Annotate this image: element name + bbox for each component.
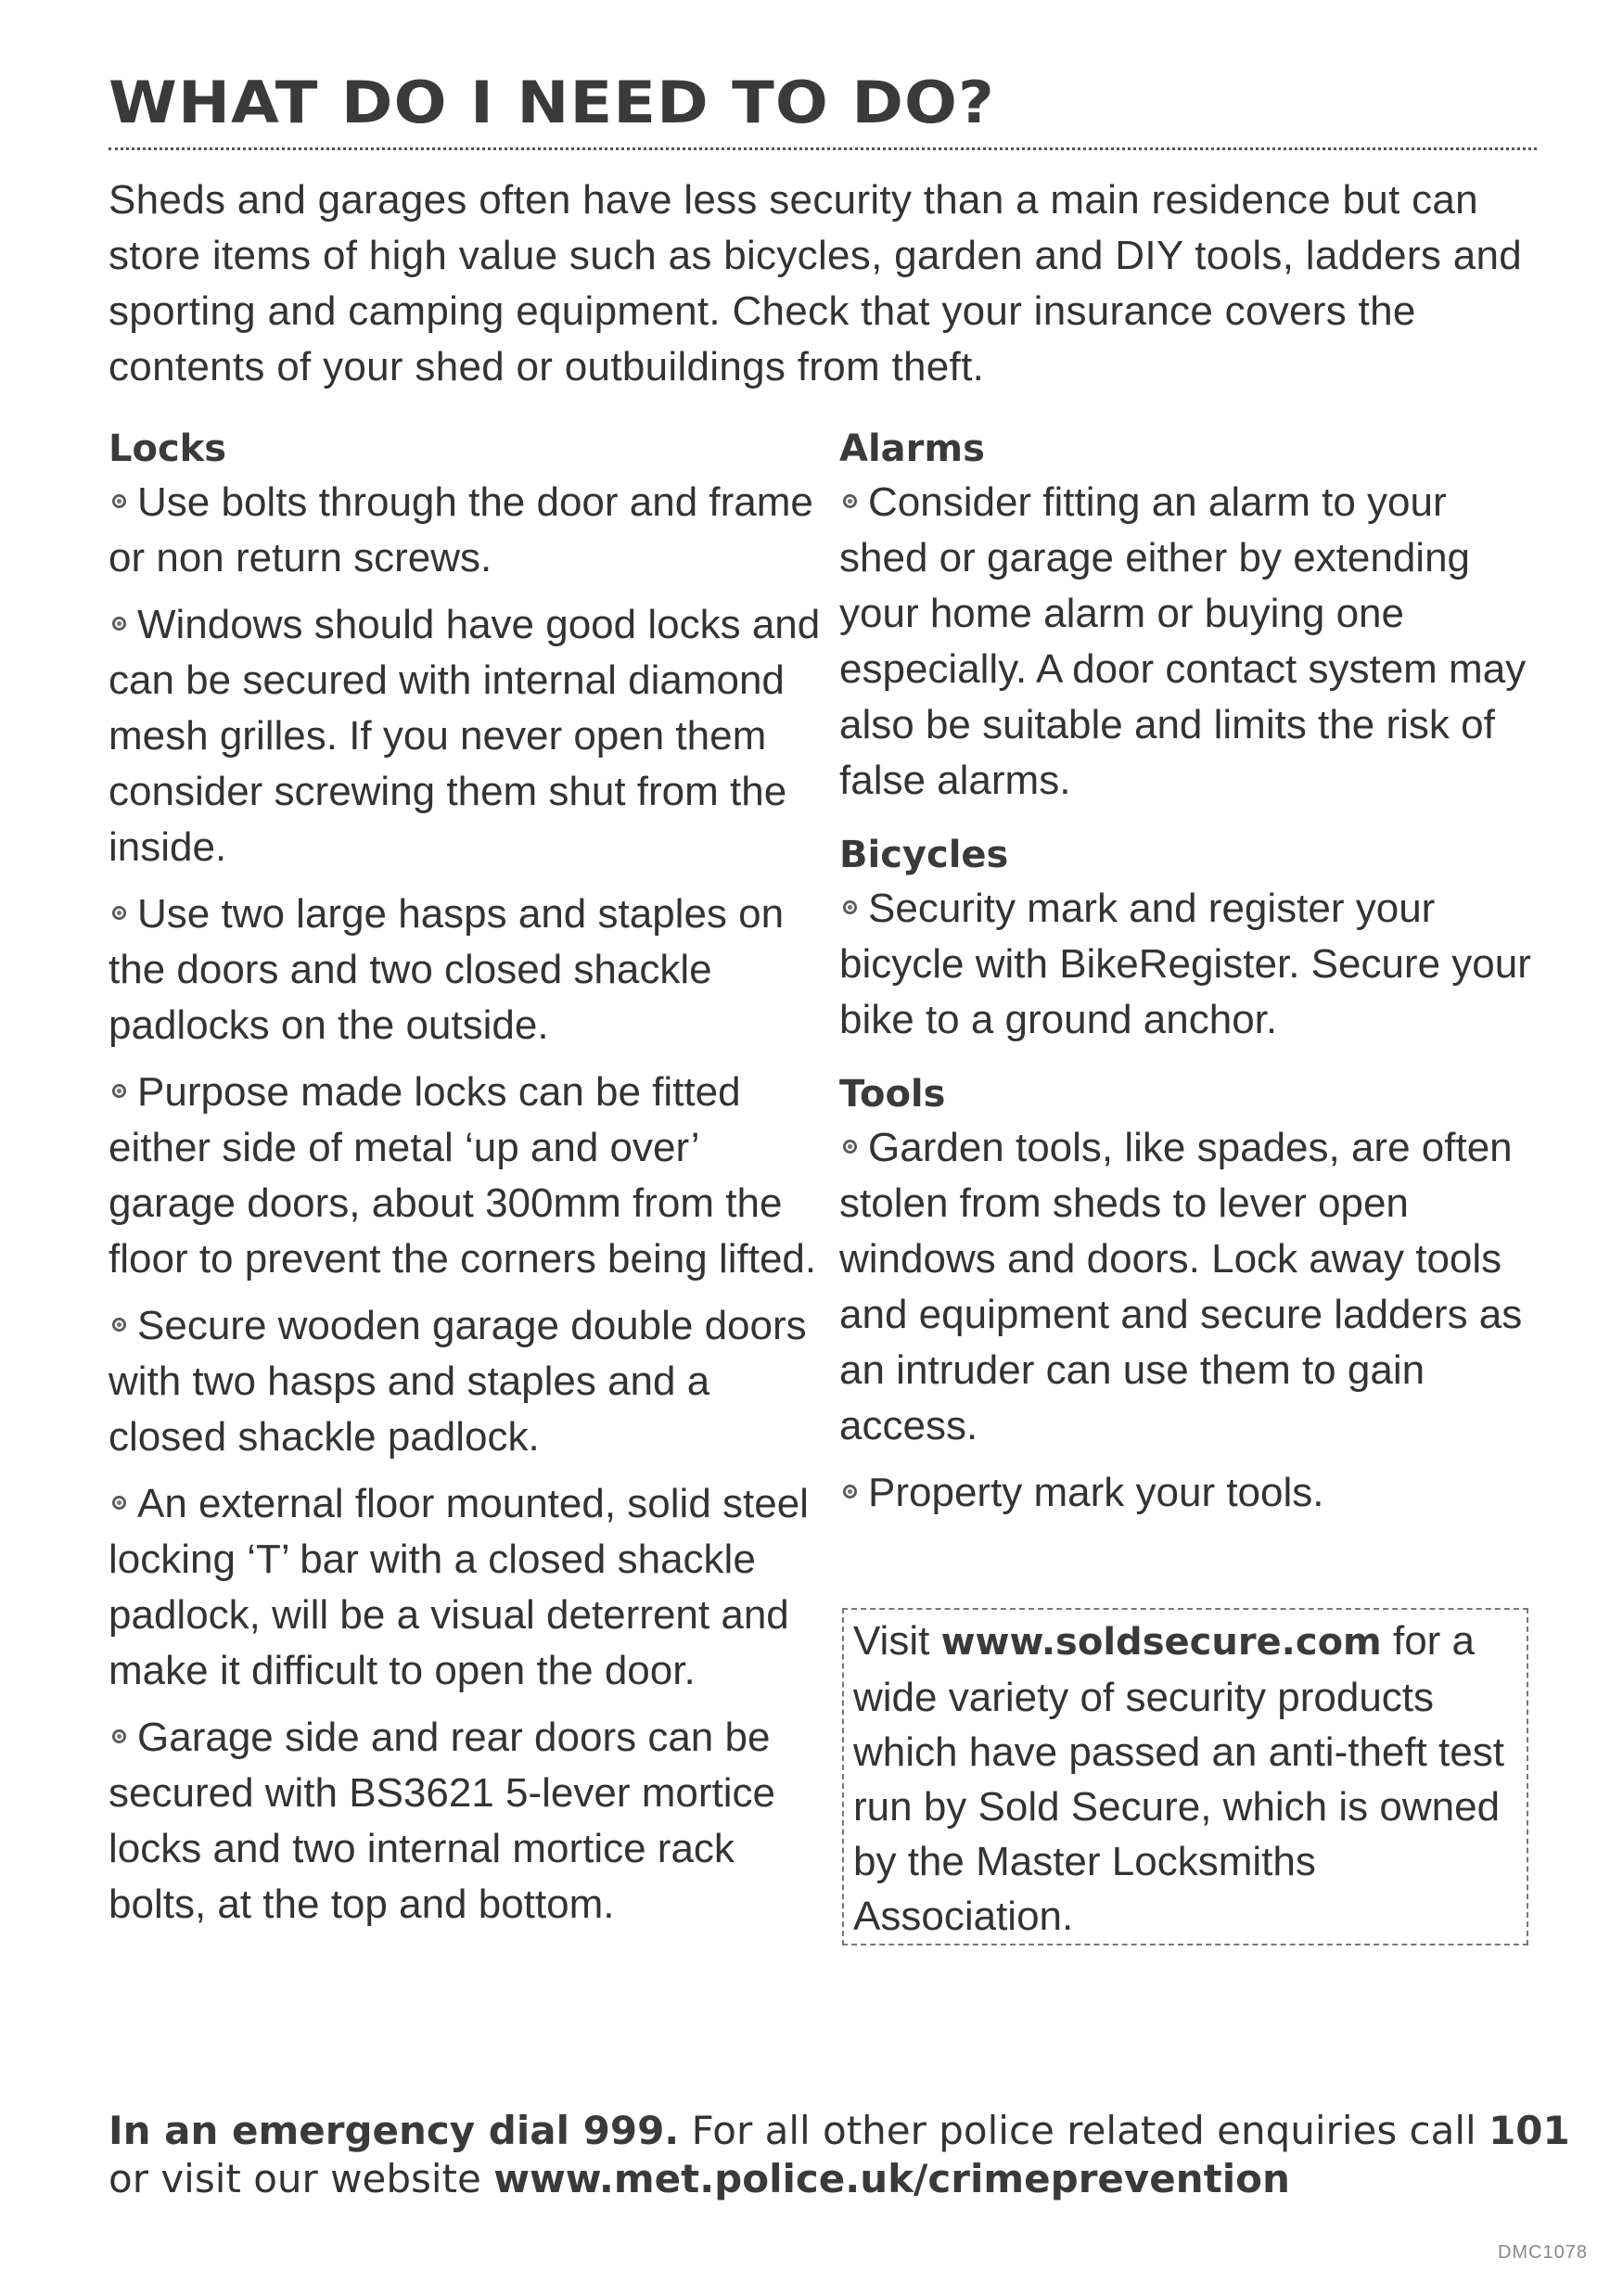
bicycles-heading: Bicycles xyxy=(839,834,1009,876)
met-police-website-link[interactable]: www.met.police.uk/crimeprevention xyxy=(493,2156,1290,2201)
footer-text-1: For all other police related enquiries call xyxy=(679,2108,1489,2153)
bullet-icon xyxy=(843,494,857,508)
bullet-icon xyxy=(112,906,126,920)
bullet-icon xyxy=(112,1496,126,1510)
footer-text-2: or visit our website xyxy=(109,2156,494,2201)
emergency-text: In an emergency dial 999. xyxy=(109,2108,680,2153)
sold-secure-info-box xyxy=(842,1608,1528,1945)
locks-item: Use bolts through the door and frame or non return screws. xyxy=(109,479,813,580)
bullet-icon xyxy=(112,494,126,508)
locks-item: Purpose made locks can be fitted either side of metal ‘up and over’ garage doors, about 300mm from the floor to prevent the corners being lifted. xyxy=(109,1069,817,1282)
alarms-heading: Alarms xyxy=(839,427,985,470)
locks-item: Windows should have good locks and can be secured with internal diamond mesh grilles. If you never open them consider screwing them shut from the inside. xyxy=(109,602,821,870)
locks-heading: Locks xyxy=(109,427,227,470)
footer-contact xyxy=(109,2107,1592,2203)
locks-item: An external floor mounted, solid steel locking ‘T’ bar with a closed shackle padlock, will be a visual deterrent and make it difficult to open the door. xyxy=(109,1481,809,1693)
locks-column xyxy=(109,423,823,1944)
bullet-icon xyxy=(843,1485,857,1499)
locks-item: Secure wooden garage double doors with two hasps and staples and a closed shackle padlock. xyxy=(109,1303,807,1460)
bullet-icon xyxy=(843,1140,857,1154)
right-column xyxy=(839,423,1544,1532)
tools-heading: Tools xyxy=(839,1073,946,1116)
bullet-icon xyxy=(843,900,857,914)
tools-item: Property mark your tools. xyxy=(839,1465,1544,1521)
bullet-icon xyxy=(112,1084,126,1098)
locks-item: Garage side and rear doors can be secured with BS3621 5-lever mortice locks and two internal mortice rack bolts, at the top and bottom. xyxy=(109,1715,775,1927)
bicycles-item: Security mark and register your bicycle with BikeRegister. Secure your bike to a ground anchor. xyxy=(839,886,1531,1042)
alarms-item: Consider fitting an alarm to your shed or garage either by extending your home alarm or buying one especially. A door contact system may also be suitable and limits the risk of false alarms. xyxy=(839,479,1527,803)
tools-item: Garden tools, like spades, are often stolen from sheds to lever open windows and doors. Lock away tools and equipment and secure ladders as an intruder can use them to gain access. xyxy=(839,1125,1523,1448)
title-divider xyxy=(109,147,1537,150)
info-prefix: Visit xyxy=(853,1618,941,1664)
document-code: DMC1078 xyxy=(1497,2242,1588,2263)
locks-item: Use two large hasps and staples on the doors and two closed shackle padlocks on the outside. xyxy=(109,891,785,1048)
page-title: WHAT DO I NEED TO DO? xyxy=(109,69,995,136)
intro-paragraph: Sheds and garages often have less security than a main residence but can store items of high value such as bicycles, garden and DIY tools, ladders and sporting and camping equipment. Check that your insurance covers the contents of your shed or outbuildings from theft. xyxy=(109,177,1523,389)
bullet-icon xyxy=(112,1318,126,1332)
soldsecure-link[interactable]: www.soldsecure.com xyxy=(940,1621,1382,1664)
bullet-icon xyxy=(112,1729,126,1743)
info-suffix: for a wide variety of security products which have passed an anti-theft test run by Sold Secure, which is owned by the Master Locksmiths Association. xyxy=(853,1618,1504,1939)
bullet-icon xyxy=(112,617,126,631)
non-emergency-number: 101 xyxy=(1489,2108,1570,2153)
